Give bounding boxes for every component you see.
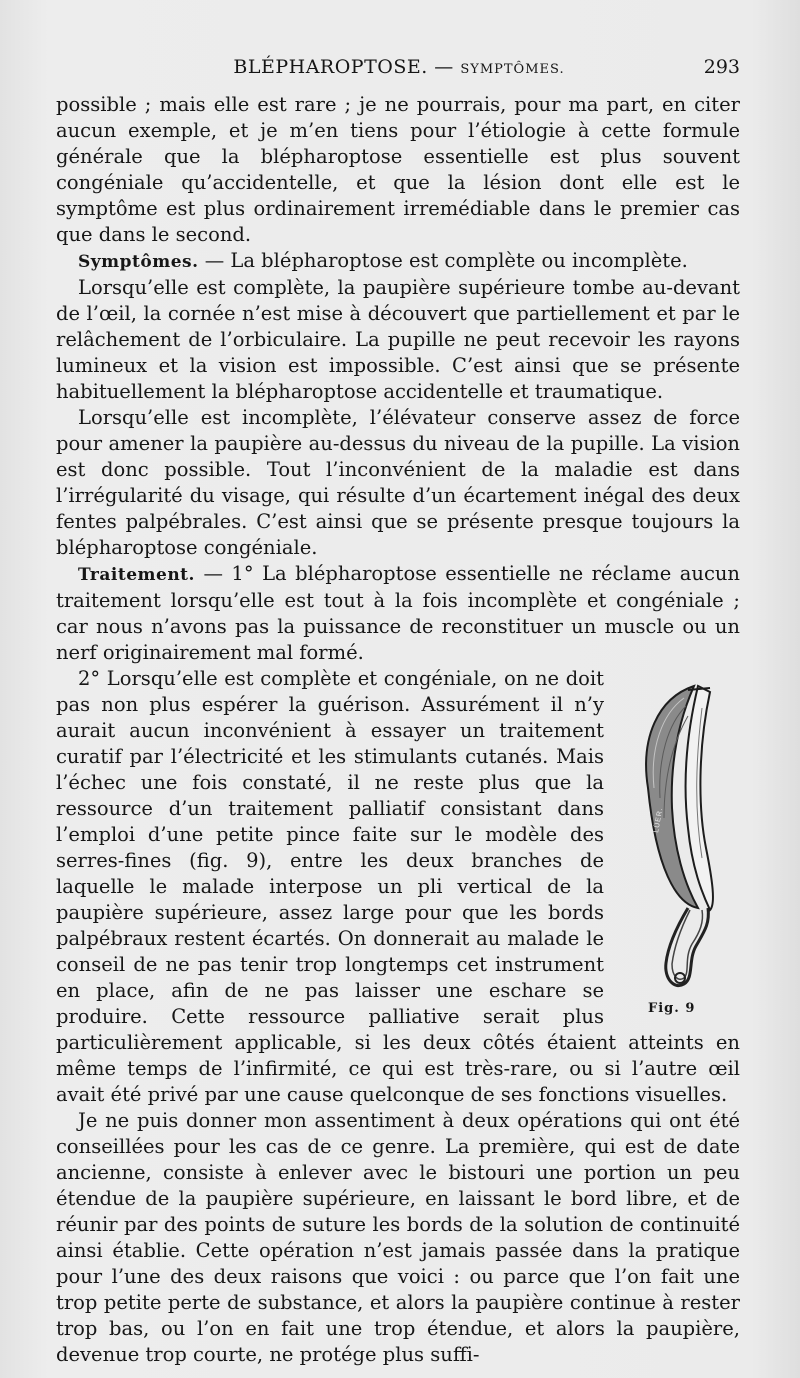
figure-caption-number: 9 xyxy=(685,1001,696,1016)
paragraph-traitement-text: — 1° La blépharoptose essentielle ne réclame aucun traitement lorsqu’elle est tout à la fois incomplète et congéniale ; car nous n’avons pas la puissance de reconstituer un muscle ou un nerf originairement mal formé. xyxy=(56,562,740,664)
paragraph-traitement-2: 2° Lorsqu’elle est complète et congéniale, on ne doit pas non plus espérer la guérison. Assurément il n’y aurait aucun inconvénient à essayer un traitement curatif par l’électricité et les stimulants cutanés. Mais l’échec une fois constaté, il ne reste plus que la ressource d’un traitement palliatif consistant dans l’emploi d’une petite pince faite sur le modèle des serres-fines (fig. 9), entre les deux branches de laquelle le malade interpose un pli vertical de la paupière supérieure, assez large pour que les bords palpébraux restent écartés. On donnerait au malade le conseil de ne pas tenir trop longtemps cet instrument en place, afin de ne pas laisser une eschare se produire. Cette ressource palliative serait plus particulièrement applicable, si les deux côtés étaient atteints en même temps de l’infirmité, ce qui est très-rare, ou si l’autre œil avait été privé par une cause quelconque de ses fonctions visuelles. xyxy=(56,667,740,1106)
figure-caption xyxy=(648,996,695,1022)
page-number: 293 xyxy=(703,56,740,78)
running-head xyxy=(58,56,740,78)
figure-caption-prefix: Fig. xyxy=(648,1001,680,1016)
paragraph-traitement xyxy=(56,561,740,666)
page-header xyxy=(58,56,740,86)
engraved-maker-mark: LÜER. xyxy=(653,806,665,834)
paragraph-operations: Je ne puis donner mon assentiment à deux opérations qui ont été conseillées pour les cas de ce genre. La première, qui est de date ancienne, consiste à enlever avec le bistouri une portion un peu étendue de la paupière supérieure, en laissant le bord libre, et de réunir par des points de suture les bords de la solution de continuité ainsi établie. Cette opération n’est jamais passée dans la pratique pour l’une des deux raisons que voici : ou parce que l’on fait une trop petite perte de substance, et alors la paupière continue à rester trop bas, ou l’on en fait une trop étendue, et alors la paupière, devenue trop courte, ne protége plus suffi- xyxy=(56,1109,740,1366)
paragraph-incomplete: Lorsqu’elle est incomplète, l’élévateur conserve assez de force pour amener la paupière au-dessus du niveau de la pupille. La vision est donc possible. Tout l’inconvénient de la maladie est dans l’irrégularité du visage, qui résulte d’un écartement inégal des deux fentes palpébrales. C’est ainsi que se présente presque toujours la blépharoptose congéniale. xyxy=(56,406,740,559)
serre-fine-illustration xyxy=(618,678,748,998)
paragraph-symptomes-text: — La blépharoptose est complète ou incomplète. xyxy=(198,249,688,272)
page-body xyxy=(56,92,740,1368)
section-heading-symptomes: Symptômes. xyxy=(78,252,199,272)
running-head-title: BLÉPHAROPTOSE. — xyxy=(233,56,454,78)
running-head-section: SYMPTÔMES. xyxy=(460,62,565,77)
paragraph-complete: Lorsqu’elle est complète, la paupière supérieure tombe au-devant de l’œil, la cornée n’est mise à découvert que partiellement et par le relâchement de l’orbiculaire. La pupille ne peut recevoir les rayons lumineux et la vision est impossible. C’est ainsi que se présente habituellement la blépharoptose accidentelle et traumatique. xyxy=(56,276,740,403)
section-heading-traitement: Traitement. xyxy=(78,565,195,585)
paragraph-continuation: possible ; mais elle est rare ; je ne pourrais, pour ma part, en citer aucun exemple, et je m’en tiens pour l’étiologie à cette formule générale que la blépharoptose essentielle est plus souvent congéniale qu’accidentelle, et que la lésion dont elle est le symptôme est plus ordinairement irremédiable dans le premier cas que dans le second. xyxy=(56,93,740,246)
paragraph-symptomes xyxy=(56,248,740,275)
figure-9-serre-fine xyxy=(618,678,748,1020)
